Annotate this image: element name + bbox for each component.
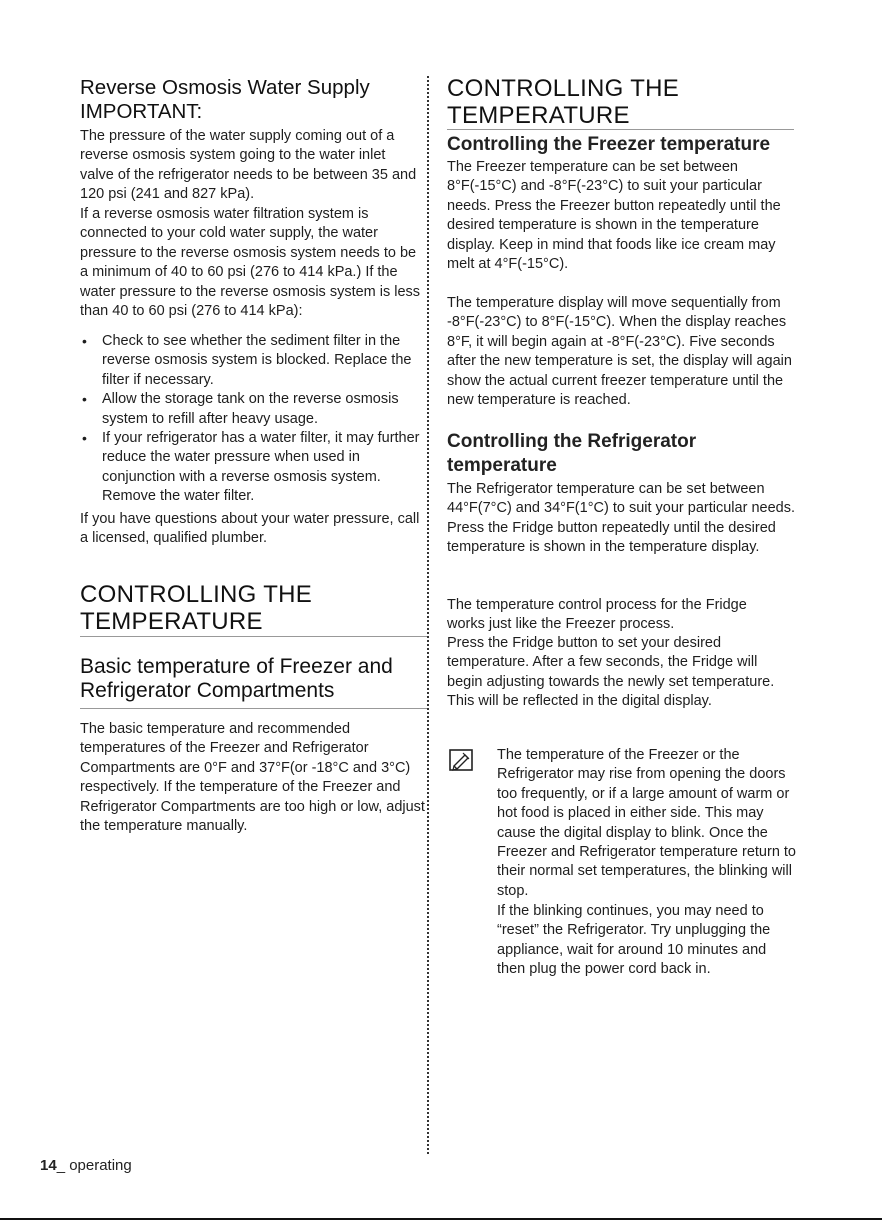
list-item: • If your refrigerator has a water filter, it may further reduce the water pressure when used in conjunction with a reverse osmosis system. Remove the water filter. bbox=[80, 429, 422, 507]
note-paragraph-1: The temperature of the Freezer or the Refrigerator may rise from opening the doors too frequently, or if a large amount of warm or hot food is placed in either side. This may cause the digital display to blink. Once the Freezer and Refrigerator temperature return to their normal set temperatures, the blinking will stop. bbox=[497, 747, 796, 899]
ro-bullet-list bbox=[80, 332, 422, 507]
bottom-rule bbox=[0, 1218, 882, 1220]
basic-temp-title: Basic temperature of Freezer and Refrigerator Compartments bbox=[80, 655, 393, 702]
page-number: 14 bbox=[40, 1157, 57, 1174]
column-divider bbox=[427, 76, 429, 1154]
fridge-paragraph-1: The Refrigerator temperature can be set between 44°F(7°C) and 34°F(1°C) to suit your particular needs. Press the Fridge button repeatedly until the desired temperature is shown in the temperature display. bbox=[447, 481, 795, 556]
basic-temp-rule bbox=[80, 708, 427, 709]
list-item: • Check to see whether the sediment filter in the reverse osmosis system is blocked. Replace the filter if necessary. bbox=[80, 332, 422, 390]
fridge-title: Controlling the Refrigerator temperature bbox=[447, 431, 697, 476]
footer-section: _ operating bbox=[56, 1157, 132, 1174]
page-footer bbox=[40, 1157, 132, 1174]
ro-paragraph-3: If you have questions about your water pressure, call a licensed, qualified plumber. bbox=[80, 511, 420, 547]
freezer-paragraph-1: The Freezer temperature can be set between 8°F(-15°C) and -8°F(-23°C) to suit your particular needs. Press the Freezer button repeatedly until the desired temperature is shown in the temperature display. Keep in mind that foods like ice cream may melt at 4°F(-15°C). bbox=[447, 159, 781, 273]
right-section-title: CONTROLLING THE TEMPERATURE bbox=[447, 75, 680, 129]
ro-title: Reverse Osmosis Water Supply bbox=[80, 76, 370, 99]
left-section-title: CONTROLLING THE TEMPERATURE bbox=[80, 581, 313, 635]
basic-temp-paragraph: The basic temperature and recommended temperatures of the Freezer and Refrigerator Compartments are 0°F and 37°F(or -18°C and 3°C) respectively. If the temperature of the Freezer and Refrigerator Compartments are too high or low, adjust the temperature manually. bbox=[80, 721, 425, 835]
note-icon bbox=[449, 749, 473, 771]
list-item: • Allow the storage tank on the reverse osmosis system to refill after heavy usage. bbox=[80, 390, 422, 429]
freezer-paragraph-2: The temperature display will move sequentially from -8°F(-23°C) to 8°F(-15°C). When the display reaches 8°F, it will begin again at -8°F(-23°C). Five seconds after the new temperature is set, the display will again show the actual current freezer temperature until the new temperature is reached. bbox=[447, 295, 792, 409]
right-title-rule bbox=[447, 129, 794, 130]
ro-paragraph-2: If a reverse osmosis water filtration system is connected to your cold water supply, the water pressure to the reverse osmosis system needs to be a minimum of 40 to 60 psi (276 to 414 kPa.) If the water pressure to the reverse osmosis system is less than 40 to 60 psi (276 to 414 kPa): bbox=[80, 206, 421, 320]
ro-paragraph-1: The pressure of the water supply coming out of a reverse osmosis system going to the water inlet valve of the refrigerator needs to be between 35 and 120 psi (241 and 827 kPa). bbox=[80, 128, 417, 203]
freezer-title: Controlling the Freezer temperature bbox=[447, 134, 771, 155]
left-title-rule bbox=[80, 636, 427, 637]
ro-subtitle: IMPORTANT: bbox=[80, 100, 203, 123]
fridge-paragraph-3: Press the Fridge button to set your desired temperature. After a few seconds, the Fridge will begin adjusting towards the newly set temperature. This will be reflected in the digital display. bbox=[447, 635, 775, 710]
note-paragraph-2: If the blinking continues, you may need to “reset” the Refrigerator. Try unplugging the appliance, wait for around 10 minutes and then plug the power cord back in. bbox=[497, 903, 771, 978]
fridge-paragraph-2: The temperature control process for the Fridge works just like the Freezer process. bbox=[447, 597, 747, 633]
